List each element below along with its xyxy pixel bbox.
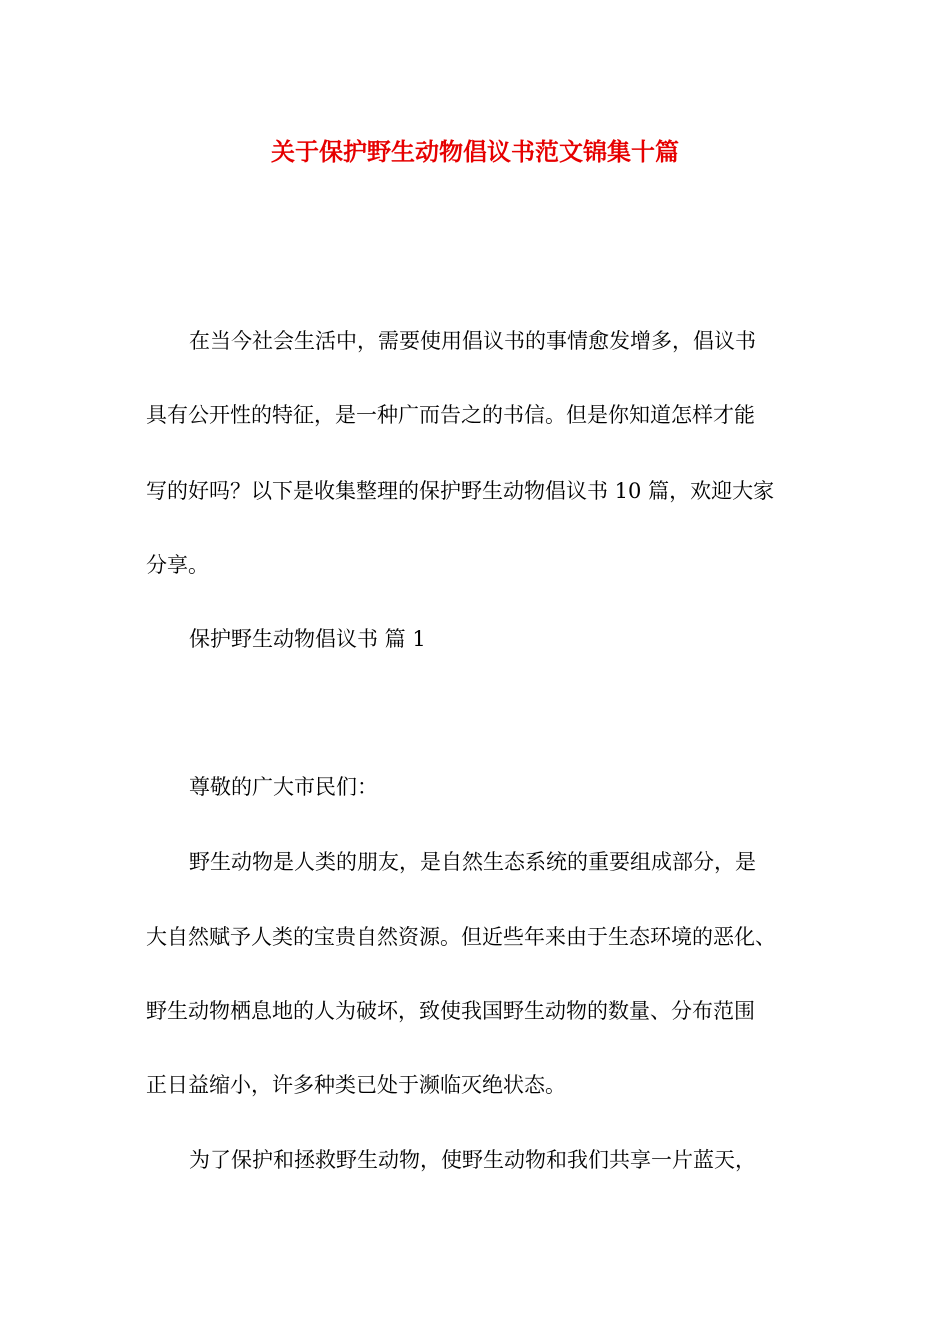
text-line: 野生动物是人类的朋友，是自然生态系统的重要组成部分，是 bbox=[189, 850, 756, 874]
text-line: 大自然赋予人类的宝贵自然资源。但近些年来由于生态环境的恶化、 bbox=[146, 925, 776, 949]
text-line: 正日益缩小，许多种类已处于濒临灭绝状态。 bbox=[146, 1073, 566, 1097]
text-line: 具有公开性的特征，是一种广而告之的书信。但是你知道怎样才能 bbox=[146, 403, 755, 427]
section-heading: 保护野生动物倡议书 篇 1 bbox=[189, 627, 426, 651]
text-line: 为了保护和拯救野生动物，使野生动物和我们共享一片蓝天， bbox=[189, 1148, 756, 1172]
document-title: 关于保护野生动物倡议书范文锦集十篇 bbox=[271, 137, 679, 166]
text-line: 在当今社会生活中，需要使用倡议书的事情愈发增多，倡议书 bbox=[189, 329, 756, 353]
salutation: 尊敬的广大市民们： bbox=[189, 775, 378, 799]
text-line: 野生动物栖息地的人为破坏，致使我国野生动物的数量、分布范围 bbox=[146, 999, 755, 1023]
text-line: 写的好吗？以下是收集整理的保护野生动物倡议书 10 篇，欢迎大家 bbox=[146, 479, 775, 503]
text-line: 分享。 bbox=[146, 553, 209, 577]
